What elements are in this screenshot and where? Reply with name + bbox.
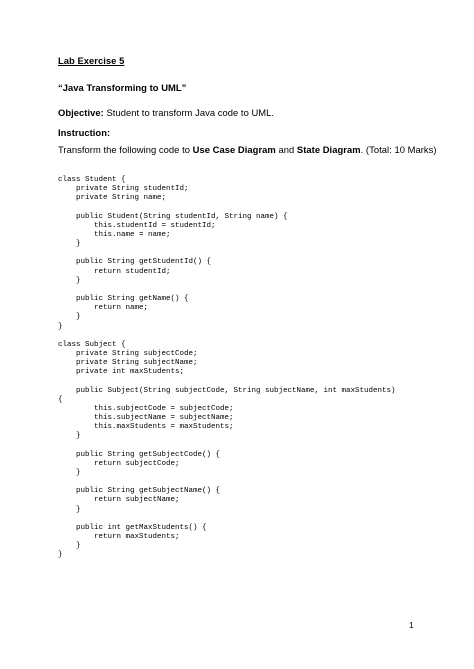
objective-line bbox=[58, 108, 274, 118]
state-diagram-label: State Diagram bbox=[296, 144, 361, 155]
instruction-text-part: . (Total: 10 Marks) bbox=[360, 144, 437, 155]
java-code-block: class Student { private String studentId; private String name; public Student(String studentId, String name) { this.studentId = studentId; this.name = name; } public String getStudentId() { return studentId; } public String getName() { return name; } } class Subject { private String subjectCode; private String subjectName; private int maxStudents; public Subject(String subjectCode, String subjectName, int maxStudents) { this.subjectCode = subjectCode; this.subjectName = subjectName; this.maxStudents = maxStudents; } public String getSubjectCode() { return subjectCode; } public String getSubjectName() { return subjectName; } public int getMaxStudents() { return maxStudents; } } bbox=[58, 176, 396, 560]
document-subtitle: “Java Transforming to UML” bbox=[58, 82, 187, 93]
page-number: 1 bbox=[409, 620, 414, 630]
lab-exercise-title: Lab Exercise 5 bbox=[58, 55, 125, 66]
objective-label: Objective: bbox=[58, 107, 104, 118]
use-case-diagram-label: Use Case Diagram bbox=[192, 144, 276, 155]
objective-text: Student to transform Java code to UML. bbox=[103, 107, 275, 118]
instruction-text-part: and bbox=[275, 144, 297, 155]
instruction-text-part: Transform the following code to bbox=[58, 144, 193, 155]
instruction-text bbox=[58, 145, 437, 155]
instruction-heading: Instruction: bbox=[58, 127, 111, 138]
